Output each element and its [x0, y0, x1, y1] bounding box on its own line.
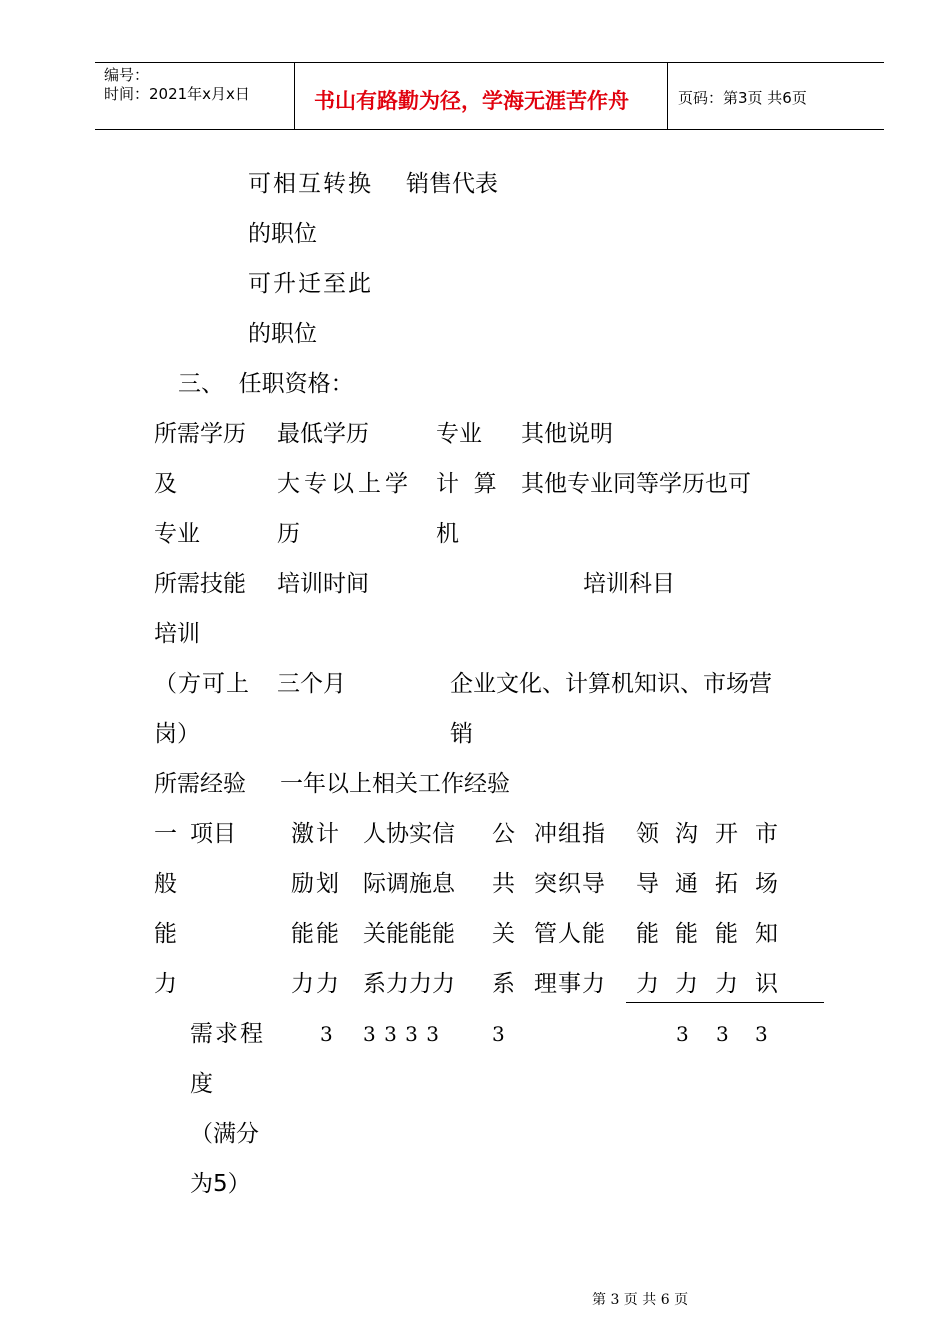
- ability-item-label: 项目: [190, 821, 236, 847]
- ability-col-3-r1: 公: [492, 821, 515, 847]
- career-line-3: 可升迁至此: [248, 271, 373, 297]
- ability-col-8-r4: 识: [755, 971, 778, 997]
- need-value-1: 3: [320, 1022, 333, 1046]
- training-col-time: 培训时间: [277, 571, 369, 597]
- ability-col-5-r1: 领: [636, 821, 659, 847]
- ability-col-5-r3: 能: [636, 921, 659, 947]
- ability-col-2-r4: 系力力力: [363, 971, 455, 997]
- need-label-1: 需求程: [190, 1021, 265, 1047]
- ability-col-6-r2: 通: [675, 871, 698, 897]
- training-time: 三个月: [277, 671, 346, 697]
- need-label-2: 度: [190, 1071, 213, 1097]
- training-subject-2: 销: [450, 721, 473, 747]
- ability-col-4-r3: 管人能: [534, 921, 606, 947]
- ability-col-2-r1: 人协实信: [363, 821, 455, 847]
- ability-col-7-r4: 力: [715, 971, 738, 997]
- ability-label-1: 一: [154, 821, 177, 847]
- ability-col-8-r3: 知: [755, 921, 778, 947]
- edu-min-1: 大专以上学: [277, 471, 412, 497]
- section-title: 三、 任职资格：: [178, 371, 354, 397]
- edu-major-1: 计 算: [436, 471, 497, 497]
- career-line-4: 的职位: [248, 321, 317, 347]
- ability-col-6-r4: 力: [675, 971, 698, 997]
- need-value-6: 3: [755, 1022, 768, 1046]
- ability-table-rule: [626, 1002, 824, 1003]
- ability-col-8-r2: 场: [755, 871, 778, 897]
- header-divider-1: [294, 62, 295, 129]
- need-label-3: （满分: [190, 1121, 259, 1147]
- serial-label: 编号：: [104, 66, 150, 84]
- ability-col-2-r2: 际调施息: [363, 871, 455, 897]
- ability-col-4-r2: 突织导: [534, 871, 606, 897]
- need-value-2: 3 3 3 3: [363, 1022, 439, 1046]
- ability-col-3-r4: 系: [492, 971, 515, 997]
- need-value-3: 3: [492, 1022, 505, 1046]
- training-subject-1: 企业文化、计算机知识、市场营: [450, 671, 772, 697]
- time-label: 时间：2021年x月x日: [104, 85, 250, 103]
- training-label-1: 所需技能: [154, 571, 246, 597]
- ability-col-1-r3: 能能: [291, 921, 341, 947]
- ability-col-6-r1: 沟: [675, 821, 698, 847]
- ability-col-4-r1: 冲组指: [534, 821, 606, 847]
- ability-col-7-r3: 能: [715, 921, 738, 947]
- edu-row-label-3: 专业: [154, 521, 200, 547]
- edu-min-2: 历: [277, 521, 300, 547]
- ability-col-7-r1: 开: [715, 821, 738, 847]
- career-line-1b: 销售代表: [406, 171, 498, 197]
- training-label-4: 岗）: [154, 721, 200, 747]
- need-value-4: 3: [676, 1022, 689, 1046]
- edu-row-label-1: 所需学历: [154, 421, 246, 447]
- edu-other: 其他专业同等学历也可: [521, 471, 751, 497]
- ability-label-2: 般: [154, 871, 177, 897]
- ability-col-6-r3: 能: [675, 921, 698, 947]
- need-value-5: 3: [716, 1022, 729, 1046]
- page-footer: 第 3 页 共 6 页: [592, 1292, 689, 1308]
- training-col-subject: 培训科目: [583, 571, 675, 597]
- experience-value: 一年以上相关工作经验: [280, 771, 510, 797]
- ability-col-3-r2: 共: [492, 871, 515, 897]
- training-label-2: 培训: [154, 621, 200, 647]
- ability-col-5-r2: 导: [636, 871, 659, 897]
- ability-label-4: 力: [154, 971, 177, 997]
- ability-col-1-r2: 励划: [291, 871, 341, 897]
- need-label-4: 为5）: [190, 1171, 251, 1197]
- ability-col-1-r1: 激计: [291, 821, 341, 847]
- career-line-1a: 可相互转换: [248, 171, 373, 197]
- ability-label-3: 能: [154, 921, 177, 947]
- ability-col-3-r3: 关: [492, 921, 515, 947]
- ability-col-4-r4: 理事力: [534, 971, 606, 997]
- ability-col-5-r4: 力: [636, 971, 659, 997]
- header-divider-2: [667, 62, 668, 129]
- edu-major-2: 机: [436, 521, 459, 547]
- page-label: 页码：第3页 共6页: [678, 89, 807, 107]
- ability-col-7-r2: 拓: [715, 871, 738, 897]
- ability-col-8-r1: 市: [755, 821, 778, 847]
- header-top-rule: [95, 62, 884, 63]
- edu-col-other: 其他说明: [521, 421, 613, 447]
- training-label-3: （方可上: [154, 671, 250, 697]
- ability-col-2-r3: 关能能能: [363, 921, 455, 947]
- edu-col-major: 专业: [436, 421, 482, 447]
- header-motto: 书山有路勤为径，学海无涯苦作舟: [314, 89, 629, 113]
- experience-label: 所需经验: [154, 771, 246, 797]
- edu-row-label-2: 及: [154, 471, 177, 497]
- header-bottom-rule: [95, 129, 884, 130]
- edu-col-min: 最低学历: [277, 421, 369, 447]
- ability-col-1-r4: 力力: [291, 971, 341, 997]
- career-line-2: 的职位: [248, 221, 317, 247]
